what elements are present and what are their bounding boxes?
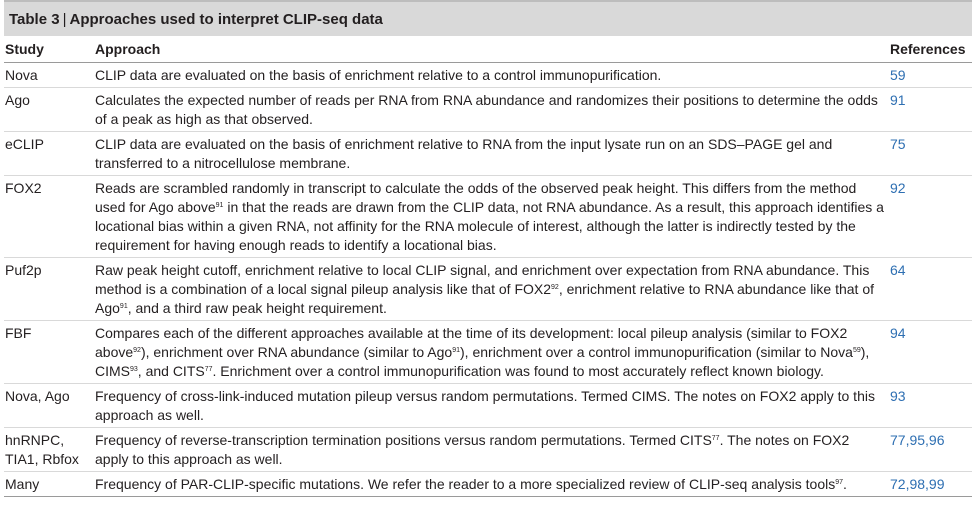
approach-text: . Enrichment over a control immunopurification was found to most accurately reflect known biology. — [212, 363, 824, 379]
approach-text: Raw peak height cutoff, enrichment relative to local CLIP signal, and enrichment over expectation from RNA abundance. This method is a combination of a local signal pileup analysis like that of FOX2 — [95, 262, 870, 297]
table-title — [4, 0, 972, 36]
approach-text: Calculates the expected number of reads per RNA from RNA abundance and randomizes their positions to determine the odds of a peak as high as that observed. — [95, 92, 878, 127]
row-study: Nova — [5, 67, 38, 83]
citation-superscript: 92 — [133, 347, 141, 354]
row-study: FOX2 — [5, 180, 42, 196]
row-approach — [95, 179, 890, 255]
table-title-separator: | — [62, 10, 67, 28]
citation-superscript: 77 — [204, 366, 213, 373]
citation-superscript: 59 — [852, 347, 861, 354]
approach-text: Frequency of cross-link-induced mutation pileup versus random permutations. Termed CIMS. The notes on FOX2 apply to this approach as well. — [95, 388, 875, 423]
row-references-link[interactable]: 75 — [890, 136, 906, 152]
approach-text: in that the reads are drawn from the CLIP data, not RNA abundance. As a result, this approach identifies a locational bias within a given RNA, not affinity for the RNA molecule of interest, although the latter is indirectly tested by the requirement for having enough reads to identify a locational bias. — [95, 199, 884, 253]
header-references: References — [890, 41, 966, 57]
citation-superscript: 77 — [711, 435, 720, 442]
table-row — [4, 88, 972, 132]
table-row — [4, 176, 972, 258]
approach-text: CLIP data are evaluated on the basis of enrichment relative to RNA from the input lysate run on an SDS–PAGE gel and transferred to a nitrocellulose membrane. — [95, 136, 833, 171]
row-references-link[interactable]: 91 — [890, 92, 906, 108]
row-study: Puf2p — [5, 262, 42, 278]
row-approach — [95, 135, 890, 173]
table-row — [4, 428, 972, 472]
citation-superscript: 93 — [130, 366, 138, 373]
row-study: Many — [5, 476, 40, 492]
table-title-text: Approaches used to interpret CLIP-seq data — [69, 10, 383, 28]
header-approach: Approach — [95, 41, 161, 57]
row-references-link[interactable]: 77,95,96 — [890, 432, 945, 448]
row-study: eCLIP — [5, 136, 44, 152]
row-references-link[interactable]: 64 — [890, 262, 906, 278]
header-study: Study — [5, 41, 44, 57]
row-approach — [95, 66, 890, 85]
row-study: FBF — [5, 325, 32, 341]
approach-text: . — [843, 476, 847, 492]
approach-text: ), enrichment over RNA abundance (similar to Ago — [140, 344, 453, 360]
row-approach — [95, 261, 890, 318]
table-row — [4, 258, 972, 321]
approach-text: Reads are scrambled randomly in transcript to calculate the odds of the observed peak height. This differs from the method used for Ago above — [95, 180, 857, 215]
table-header-row — [4, 36, 972, 63]
citation-superscript: 92 — [551, 284, 559, 291]
row-references-link[interactable]: 94 — [890, 325, 906, 341]
approach-text: Frequency of reverse-transcription termination positions versus random permutations. Termed CITS — [95, 432, 712, 448]
table-title-label: Table 3 — [9, 10, 60, 28]
table-body — [4, 63, 972, 497]
citation-superscript: 91 — [452, 347, 461, 354]
citation-superscript: 91 — [119, 303, 128, 310]
row-references-link[interactable]: 93 — [890, 388, 906, 404]
approach-text: , enrichment relative to RNA abundance like that of Ago — [95, 281, 875, 316]
row-approach — [95, 475, 890, 494]
row-approach — [95, 91, 890, 129]
row-references-link[interactable]: 92 — [890, 180, 906, 196]
approach-text: ), CIMS — [95, 344, 870, 379]
row-references-link[interactable]: 72,98,99 — [890, 476, 945, 492]
table-row — [4, 472, 972, 497]
citation-superscript: 91 — [215, 202, 224, 209]
table-row — [4, 384, 972, 428]
approach-text: Compares each of the different approaches available at the time of its development: local pileup analysis (similar to FOX2 above — [95, 325, 848, 360]
approach-text: . The notes on FOX2 apply to this approach as well. — [95, 432, 850, 467]
citation-superscript: 97 — [835, 479, 844, 486]
row-approach — [95, 387, 890, 425]
row-approach — [95, 324, 890, 381]
approach-text: ), enrichment over a control immunopurification (similar to Nova — [460, 344, 853, 360]
approach-text: CLIP data are evaluated on the basis of enrichment relative to a control immunopurification. — [95, 67, 662, 83]
table-row — [4, 321, 972, 384]
table-row — [4, 63, 972, 88]
row-approach — [95, 431, 890, 469]
approach-text: , and CITS — [137, 363, 205, 379]
approach-text: , and a third raw peak height requirement. — [127, 300, 387, 316]
row-study: hnRNPC, TIA1, Rbfox — [5, 432, 79, 467]
table-row — [4, 132, 972, 176]
row-study: Ago — [5, 92, 30, 108]
row-references-link[interactable]: 59 — [890, 67, 906, 83]
row-study: Nova, Ago — [5, 388, 70, 404]
data-table — [4, 0, 972, 523]
approach-text: Frequency of PAR-CLIP-specific mutations. We refer the reader to a more specialized review of CLIP-seq analysis tools — [95, 476, 836, 492]
